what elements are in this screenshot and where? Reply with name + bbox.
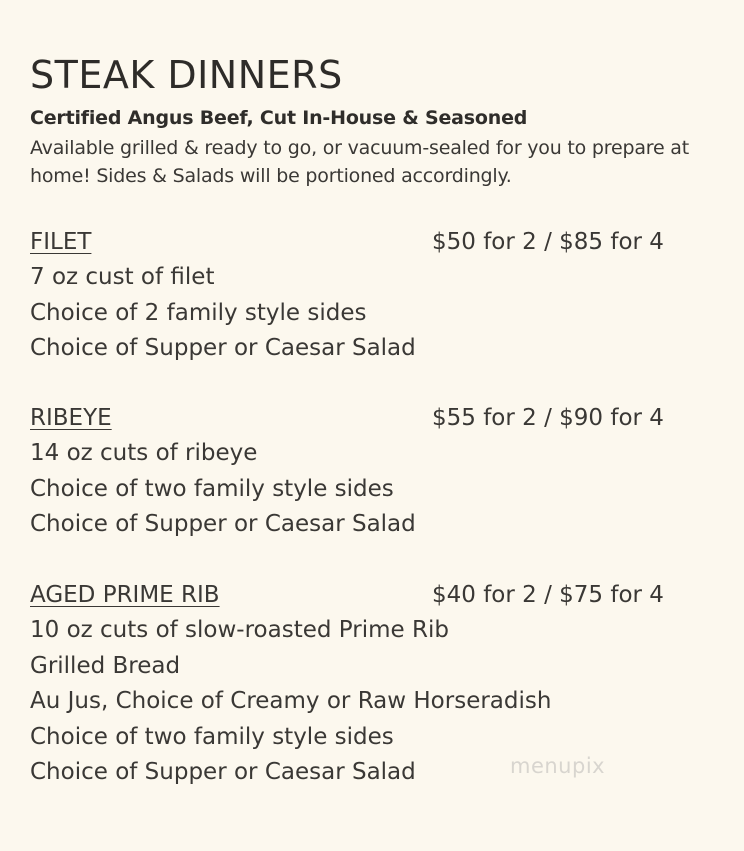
menu-item-detail: Au Jus, Choice of Creamy or Raw Horseradish <box>30 688 552 714</box>
menu-item-price: $40 for 2 / $75 for 4 <box>432 582 664 608</box>
menu-item-detail: Choice of 2 family style sides <box>30 299 367 326</box>
menu-item-details <box>30 260 680 367</box>
menu-item-detail: Choice of two family style sides <box>30 723 394 750</box>
menu-item-detail: Choice of two family style sides <box>30 475 394 502</box>
menu-item-filet <box>30 224 680 367</box>
menu-item-header <box>30 224 680 260</box>
menu-intro: Available grilled & ready to go, or vacuum-sealed for you to prepare at home! Sides & Salads will be portioned accordingly. <box>30 137 689 187</box>
menu-subtitle: Certified Angus Beef, Cut In-House & Seasoned <box>30 107 528 129</box>
watermark: menupix <box>510 754 606 778</box>
menu-item-detail: 14 oz cuts of ribeye <box>30 440 258 466</box>
menu-item-header <box>30 400 680 436</box>
menu-item-detail: 7 oz cust of filet <box>30 264 215 290</box>
menu-item-name: FILET <box>30 229 92 255</box>
menu-item-detail: Choice of Supper or Caesar Salad <box>30 511 416 537</box>
menu-item-header <box>30 577 680 613</box>
menu-item-name: AGED PRIME RIB <box>30 582 220 608</box>
menu-item-detail: Choice of Supper or Caesar Salad <box>30 335 416 361</box>
menu-item-detail: Grilled Bread <box>30 652 181 679</box>
menu-item-detail: 10 oz cuts of slow-roasted Prime Rib <box>30 617 449 643</box>
menu-title: STEAK DINNERS <box>30 53 343 97</box>
menu-item-ribeye <box>30 400 680 543</box>
menu-item-price: $55 for 2 / $90 for 4 <box>432 405 664 431</box>
menu-item-details <box>30 436 680 543</box>
menu-item-price: $50 for 2 / $85 for 4 <box>432 229 664 255</box>
menu-page <box>30 52 730 190</box>
menu-item-name: RIBEYE <box>30 405 112 431</box>
menu-item-detail: Choice of Supper or Caesar Salad <box>30 759 416 785</box>
